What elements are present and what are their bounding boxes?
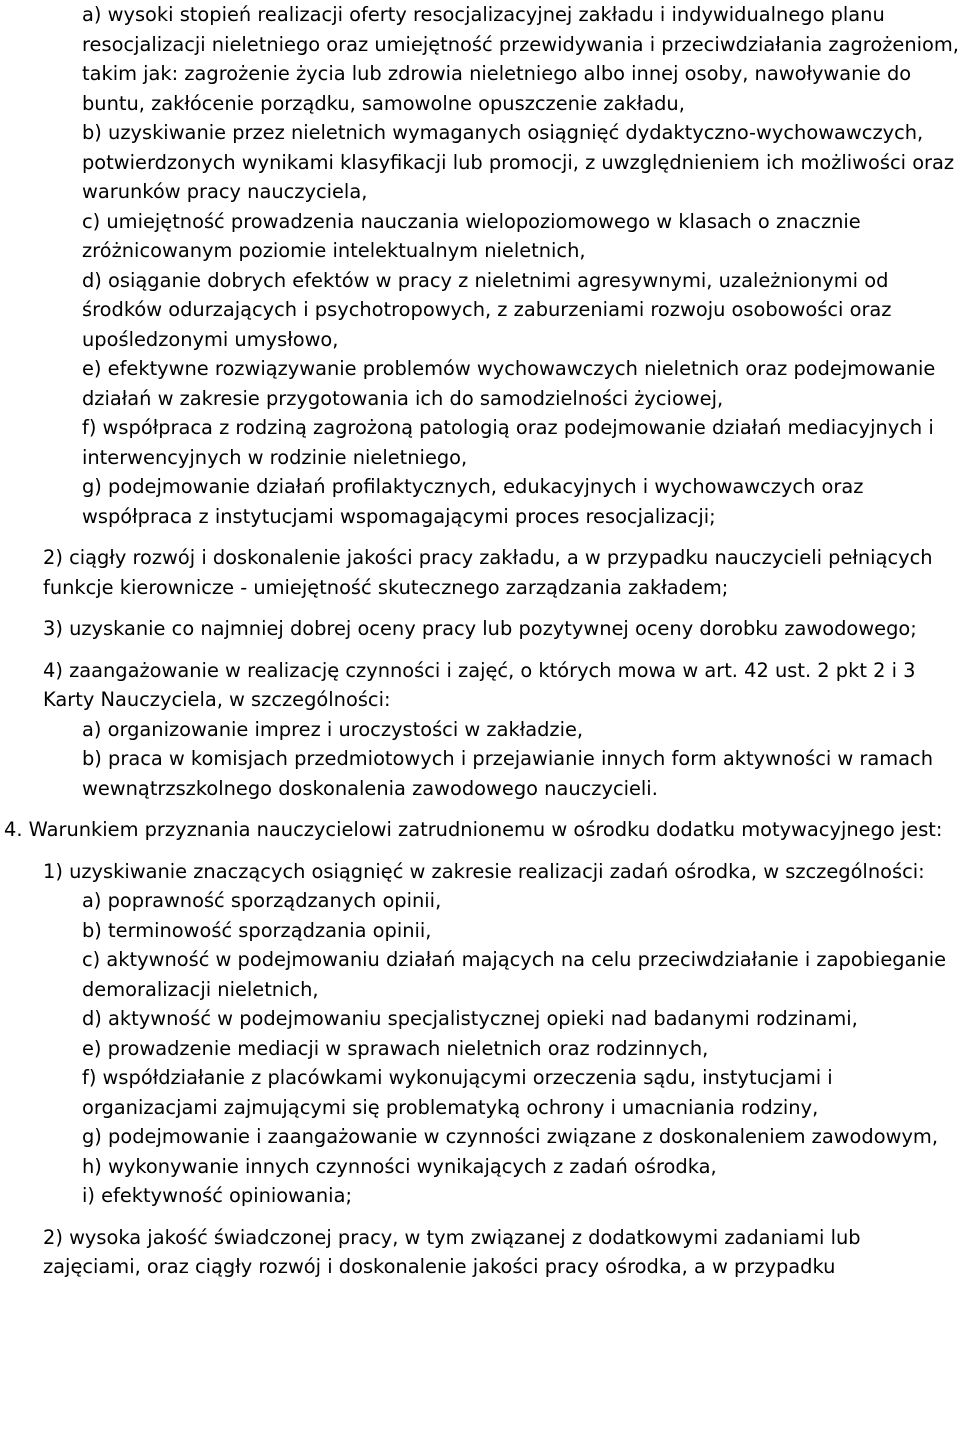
list-item: a) organizowanie imprez i uroczystości w zakładzie, xyxy=(82,717,584,741)
section-4-heading: 4. Warunkiem przyznania nauczycielowi zatrudnionemu w ośrodku dodatku motywacyjnego jest: xyxy=(4,818,943,841)
point-2: 2) ciągły rozwój i doskonalenie jakości pracy zakładu, a w przypadku nauczycieli pełniących funkcje kierownicze - umiejętność skutecznego zarządzania zakładem; xyxy=(43,546,933,599)
list-item: c) aktywność w podejmowaniu działań mających na celu przeciwdziałanie i zapobieganie demoralizacji nieletnich, xyxy=(82,948,947,1001)
spacer xyxy=(0,803,960,815)
spacer xyxy=(0,1211,960,1223)
section-4-point-1: 1) uzyskiwanie znaczących osiągnięć w zakresie realizacji zadań ośrodka, w szczególności: xyxy=(43,859,925,883)
list-item: g) podejmowanie działań profilaktycznych, edukacyjnych i wychowawczych oraz współpraca z instytucjami wspomagającymi proces resocjalizacji; xyxy=(82,475,864,528)
list-item: i) efektywność opiniowania; xyxy=(82,1184,352,1207)
list-item: b) uzyskiwanie przez nieletnich wymaganych osiągnięć dydaktyczno-wychowawczych, potwierdzonych wynikami klasyfikacji lub promocji, z uwzględnieniem ich możliwości oraz warunków pracy nauczyciela, xyxy=(82,121,955,203)
list-item: e) prowadzenie mediacji w sprawach nieletnich oraz rodzinnych, xyxy=(82,1036,709,1060)
spacer xyxy=(0,644,960,656)
list-item: e) efektywne rozwiązywanie problemów wychowawczych nieletnich oraz podejmowanie działań w zakresie przygotowania ich do samodzielności życiowej, xyxy=(82,357,936,410)
list-item: f) współdziałanie z placówkami wykonującymi orzeczenia sądu, instytucjami i organizacjami zajmującymi się problematyką ochrony i umacniania rodziny, xyxy=(82,1066,833,1119)
list-item: f) współpraca z rodziną zagrożoną patologią oraz podejmowanie działań mediacyjnych i interwencyjnych w rodzinie nieletniego, xyxy=(82,416,934,469)
point-4: 4) zaangażowanie w realizację czynności i zajęć, o których mowa w art. 42 ust. 2 pkt 2 i 3 Karty Nauczyciela, w szczególności: xyxy=(43,658,916,711)
spacer xyxy=(0,531,960,543)
spacer xyxy=(0,845,960,857)
list-item: c) umiejętność prowadzenia nauczania wielopoziomowego w klasach o znacznie zróżnicowanym poziomie intelektualnym nieletnich, xyxy=(82,209,861,262)
list-item: d) aktywność w podejmowaniu specjalistycznej opieki nad badanymi rodzinami, xyxy=(82,1007,858,1030)
list-item: g) podejmowanie i zaangażowanie w czynności związane z doskonaleniem zawodowym, xyxy=(82,1125,938,1148)
list-item: h) wykonywanie innych czynności wynikających z zadań ośrodka, xyxy=(82,1154,717,1178)
list-item: d) osiąganie dobrych efektów w pracy z nieletnimi agresywnymi, uzależnionymi od środków odurzających i psychotropowych, z zaburzeniami rozwoju osobowości oraz upośledzonymi umysłowo, xyxy=(82,268,892,351)
list-item: a) poprawność sporządzanych opinii, xyxy=(82,889,442,912)
section-4-point-2: 2) wysoka jakość świadczonej pracy, w tym związanej z dodatkowymi zadaniami lub zajęciami, oraz ciągły rozwój i doskonalenie jakości pracy ośrodka, a w przypadku xyxy=(43,1225,861,1278)
point-3: 3) uzyskanie co najmniej dobrej oceny pracy lub pozytywnej oceny dorobku zawodowego; xyxy=(43,617,917,640)
list-item: a) wysoki stopień realizacji oferty resocjalizacyjnej zakładu i indywidualnego planu resocjalizacji nieletniego oraz umiejętność przewidywania i przeciwdziałania zagrożeniom, takim jak: zagrożenie życia lub zdrowia nieletniego albo innej osoby, nawoływanie do buntu, zakłócenie porządku, samowolne opuszczenie zakładu, xyxy=(82,3,959,115)
list-item: b) praca w komisjach przedmiotowych i przejawianie innych form aktywności w ramach wewnątrzszkolnego doskonalenia zawodowego nauczycieli. xyxy=(82,747,934,800)
list-item: b) terminowość sporządzania opinii, xyxy=(82,918,432,942)
spacer xyxy=(0,602,960,614)
